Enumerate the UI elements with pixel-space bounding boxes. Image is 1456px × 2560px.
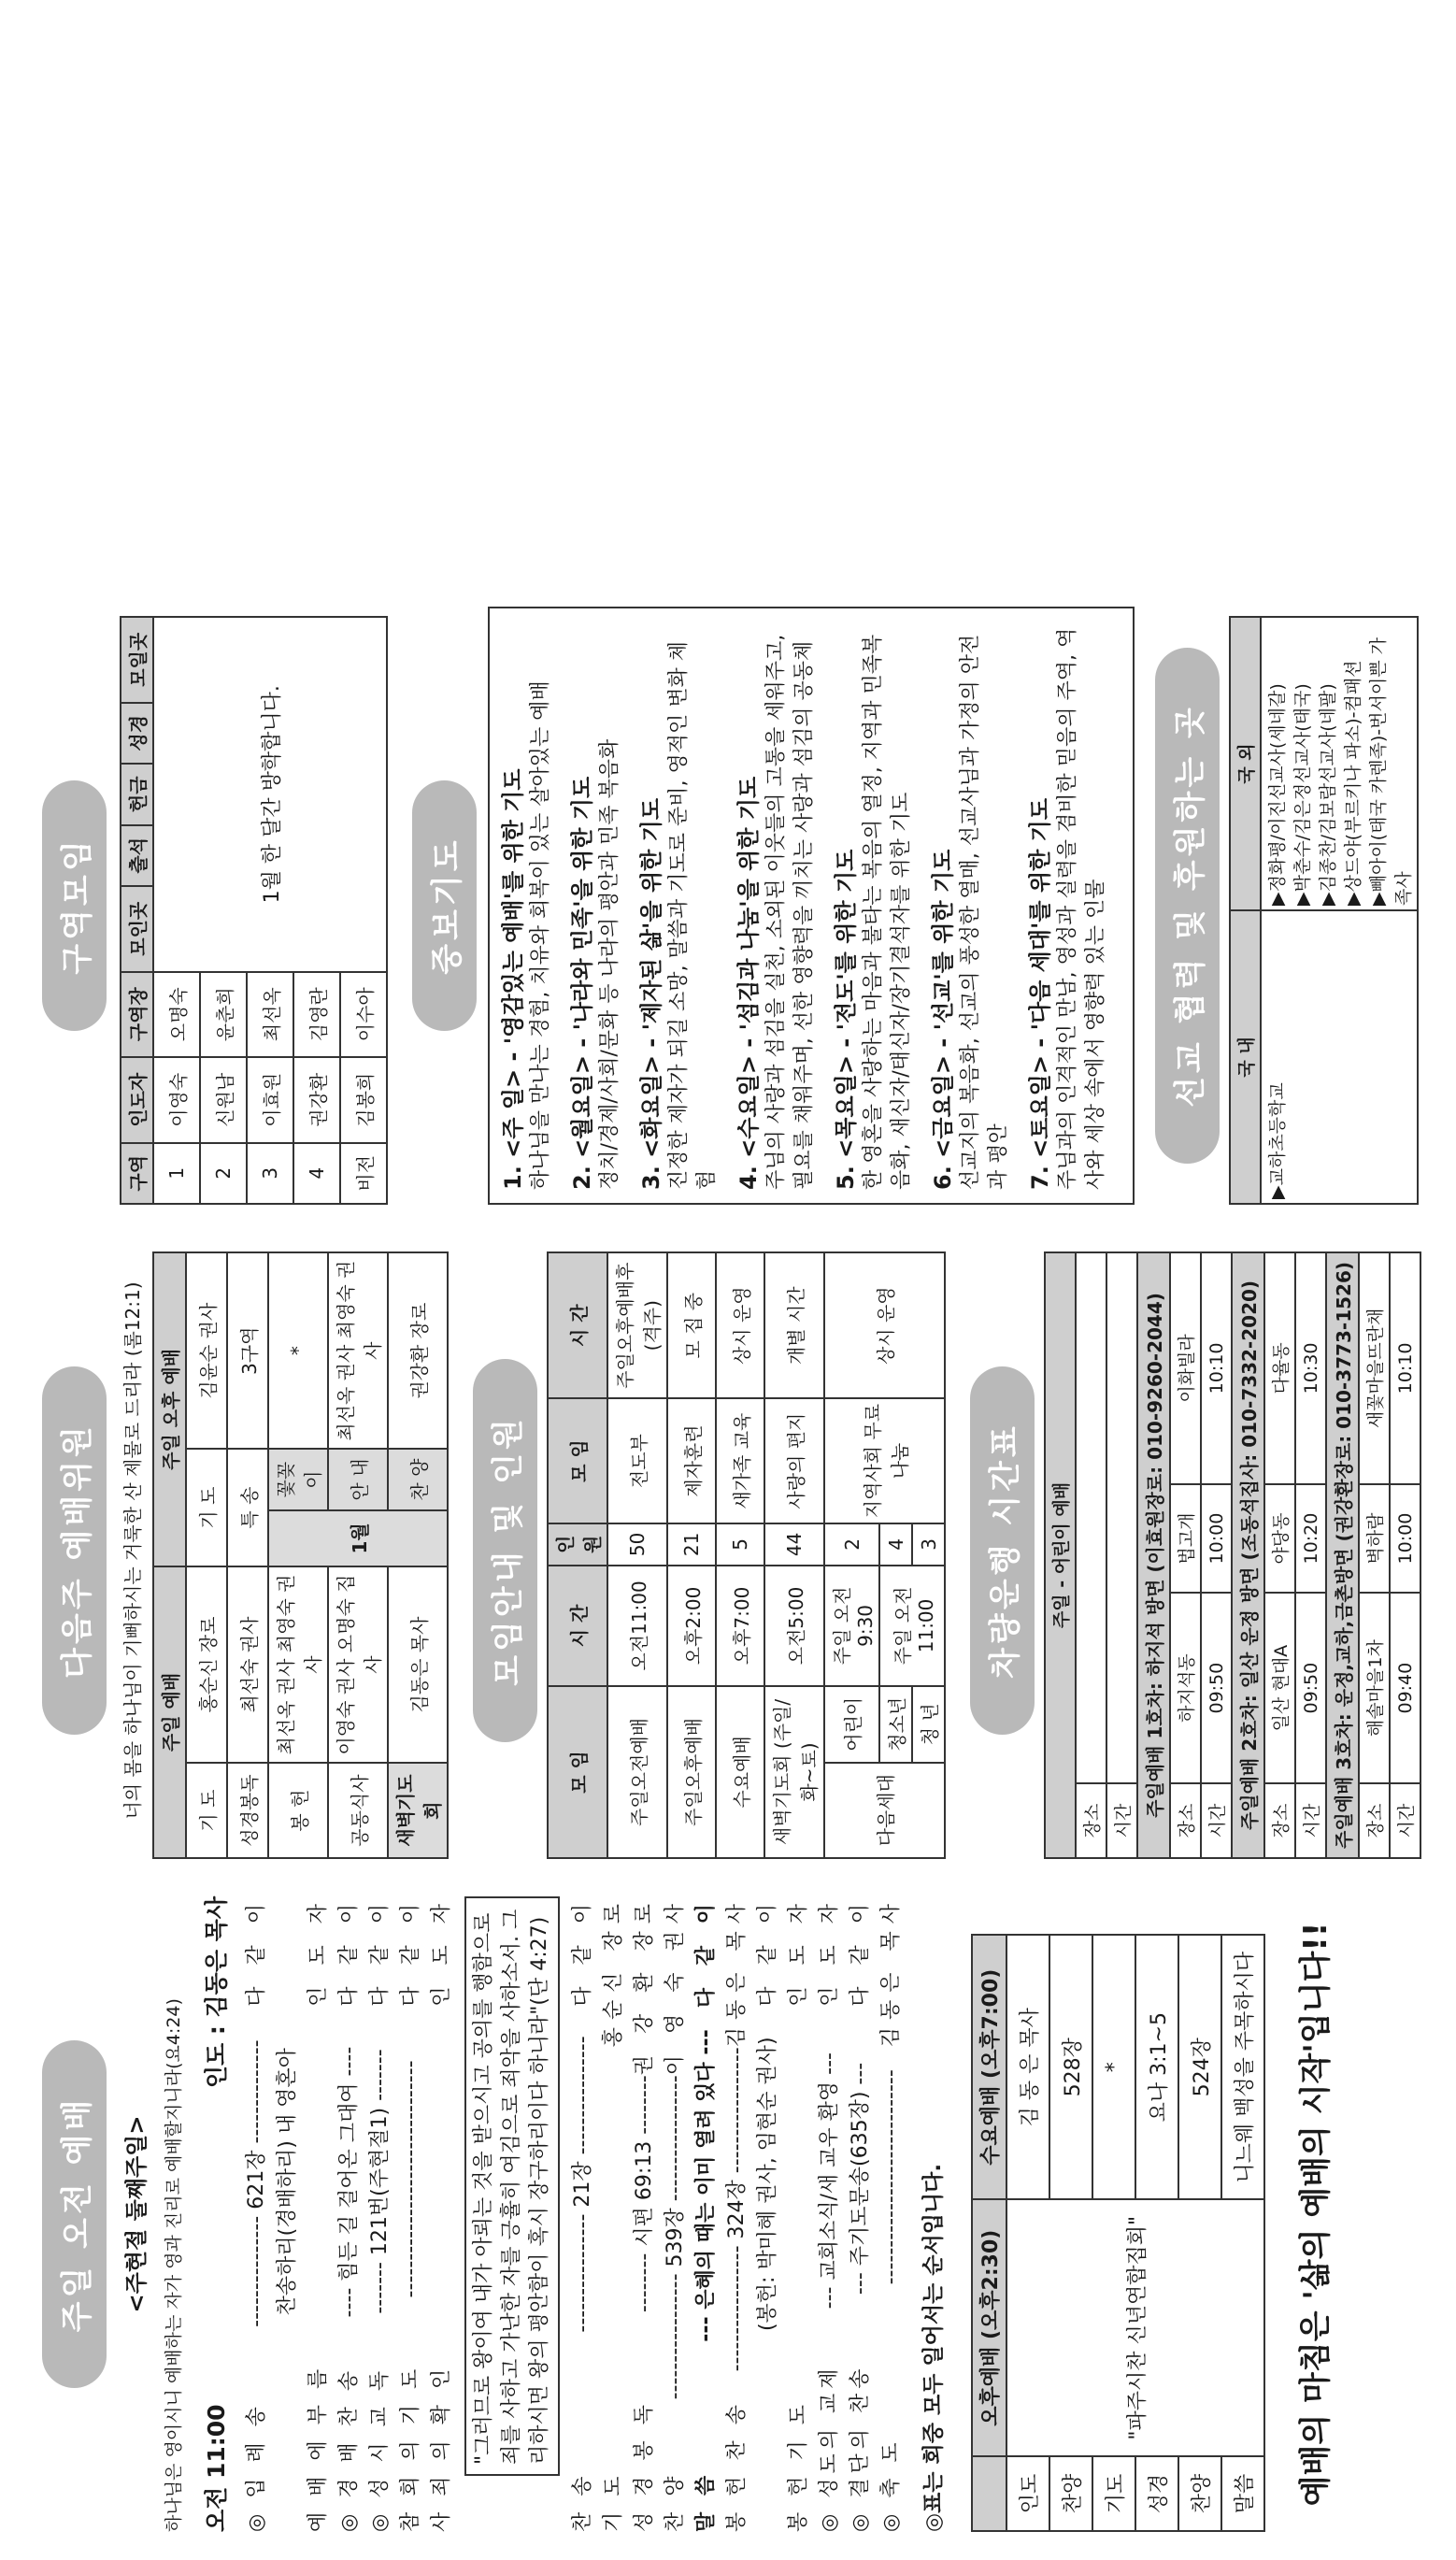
wednesday-time: (오후7:00) [979,1968,1003,2080]
order-content: ------- 121번(주현절1) ------- [368,2049,392,2314]
meeting-cell: 상시 운영 [716,1252,764,1398]
meeting-cell: 사랑의 편지 [764,1398,824,1523]
bus-place: 이화빌라 [1170,1252,1201,1484]
afternoon-key: 찬양 [1049,2456,1092,2531]
mission-table [1229,616,1419,1205]
am-val: 최선숙 권사 [227,1566,268,1763]
order-content: 찬송하리(경배하리) 내 영혼아 [276,2048,299,2316]
meeting-header: 시 간 [548,1252,607,1398]
foreign-item: ▶김종찬/김보람선교사(네팔) [1318,683,1338,906]
wednesday-label: 수요예배 [979,2085,1003,2166]
order-item [395,1896,426,2532]
prayer-list [488,607,1135,1205]
afternoon-key: 성경 [1135,2456,1178,2531]
bus-place: 다율동 [1264,1252,1295,1484]
district-cell: 비전 [340,1143,387,1204]
order-label: 봉 헌 기 도 [787,2400,810,2532]
afternoon-row [1006,1935,1049,2531]
order-label: ◎ 입 례 송 [245,2402,268,2532]
bus-places [1359,1252,1390,1858]
prayer-heading: 7. <토요일> - '다음 세대'를 위한 기도 [1027,797,1053,1190]
district-cell: 신원남 [200,1057,247,1143]
pm-val: 3구역 [227,1252,268,1449]
pm-key: 기 도 [186,1449,227,1566]
place-label: 장소 [1359,1783,1390,1858]
order-list-2 [567,1896,906,2532]
bus-place: 야당동 [1264,1484,1295,1593]
order-item [241,1896,272,2532]
order-person: 다 같 이 [694,1896,718,2009]
domestic-list [1261,910,1418,1204]
order-item [783,1896,814,2532]
order-person: 권 강 환 장로 [633,1896,656,2076]
prayer-item [568,622,624,1190]
next-gen: 다음세대 [824,1763,945,1858]
meeting-cell: 모 집 중 [667,1252,716,1398]
order-label: 사 죄 의 확 인 [430,2364,453,2532]
order-content [598,2093,629,2252]
meeting-cell: 주일오전예배 [607,1686,667,1858]
order-item [660,1896,691,2532]
order-label: 봉 헌 찬 송 [725,2400,749,2532]
wednesday-value: 요나 3:1~5 [1135,1935,1178,2199]
order-item [364,1896,395,2532]
district-header: 구역장 [121,972,153,1058]
order-content: (봉헌: 박미혜 권사, 임현순 권사) [756,2037,779,2332]
order-person: 다 같 이 [756,1896,779,2007]
afternoon-time: (오후2:30) [979,2229,1003,2340]
bus-place: 하지석동 [1170,1593,1201,1783]
afternoon-table [971,1934,1265,2532]
corner-cell [972,2456,1006,2531]
order-item [567,1896,598,2532]
order-content: --------------- 621장 -------------- [245,2039,268,2327]
am-key: 기 도 [186,1763,227,1858]
info-column [0,1242,1456,1859]
servants-verse: 너의 몸을 하나님이 기뻐하시는 거룩한 산 제물로 드리라 (롬12:1) [121,1281,144,1820]
extra-time: 상시 운영 [824,1252,945,1398]
prayer-item [637,622,721,1190]
praise-key: 찬 양 [388,1449,448,1510]
bus-place: 일산 현대A [1264,1593,1295,1783]
am-header: 주일 예배 [153,1566,186,1858]
district-cell: 최선옥 [247,972,293,1058]
time-label: 시간 [1106,1783,1137,1858]
place-cell [1076,1252,1106,1783]
order-content: -------- 시편 69:13 -------- [633,2075,656,2313]
order-person: 다 같 이 [337,1896,361,2007]
worship-column [0,1896,1456,2532]
order-label: ◎ 경 배 찬 송 [337,2366,361,2532]
wednesday-value: 528장 [1049,1935,1092,2199]
month-cell: 1월 [268,1510,448,1566]
am-val: 홍순신 장로 [186,1566,227,1763]
meeting-cell: 수요예배 [716,1686,764,1858]
meeting-cell: 개별 시간 [764,1252,824,1398]
youth2-count: 4 [879,1523,912,1566]
wednesday-value: 니느웨 백성을 주목하시다 [1221,1935,1264,2199]
order-label: ◎ 축 도 [879,2438,903,2532]
foreign-item: ▶상드야(부르키나 파소)-컴패션 [1343,660,1363,906]
bus-place: 해솔마을1차 [1359,1593,1390,1783]
bus-table [1044,1251,1421,1859]
meeting-row [716,1252,764,1858]
order-content: -------------------------------- [399,2060,422,2298]
order-item [629,1896,660,2532]
district-cell: 오명숙 [153,972,200,1058]
flower-val: * [268,1252,328,1449]
worship-time: 오전 11:00 [203,2404,230,2532]
afternoon-key: 기도 [1092,2456,1135,2531]
afternoon-key: 인도 [1006,2456,1049,2531]
order-person: 다 같 이 [368,1896,392,2007]
time-cell [1106,1252,1137,1783]
order-label: ◎ 성도의 교제 [818,2364,841,2532]
bus-times [1390,1252,1420,1858]
meeting-cell: 5 [716,1523,764,1566]
meeting-cell: 오후2:00 [667,1566,716,1686]
bus-times [1295,1252,1326,1858]
meeting-header: 모 임 [548,1686,607,1858]
order-label: 찬 양 [664,2471,687,2532]
pm-header: 주일 오후 예배 [153,1252,186,1566]
prayer-detail: 주님과의 인격적인 만남, 영성과 실력을 겸비한 믿음의 주역, 역사와 세상 속에서 영향력 있는 인물 [1056,627,1107,1190]
order-item [426,1896,457,2532]
bus-route-name: 주일예배 1호차: 하지석 방면 (이효원장로: 010-9260-2044) [1137,1252,1170,1858]
afternoon-key: 찬양 [1178,2456,1221,2531]
bus-route-name: 주일예배 3호차: 운정,교하,금촌방면 (권강환장로: 010-3773-1526) [1326,1252,1359,1858]
order-content: ---- 힘든 길 걸어온 그대여 ---- [337,2046,361,2318]
order-content [783,2093,814,2252]
bus-time: 09:40 [1390,1593,1420,1783]
prayer-item [832,622,916,1190]
meeting-cell: 주일오후예배후(격주) [607,1252,667,1398]
worship-intro: 하나님은 영이시니 예배하는 자가 영과 진리로 예배할지니라(요4:24) [164,1998,184,2532]
order-person: 김동은 목사 [725,1896,749,2048]
order-label [272,2315,303,2532]
am-key: 봉 헌 [268,1763,328,1858]
youth2-time: 주일 오전11:00 [879,1566,945,1686]
standing-note: ◎표는 회중 모두 일어서는 순서입니다. [921,2163,946,2532]
district-cell: 1 [153,1143,200,1204]
prayer-heading: 6. <금요일> - '선교'를 위한 기도 [930,849,956,1190]
place-label: 장소 [1076,1783,1106,1858]
order-label: ◎ 결단의 찬송 [849,2364,872,2532]
foreign-list [1261,617,1418,910]
prayer-item [735,622,819,1190]
meeting-row [607,1252,667,1858]
youth2: 청소년 [879,1686,912,1763]
bus-time: 10:30 [1295,1252,1326,1484]
am-key: 성경봉독 [227,1763,268,1858]
meeting-header: 인원 [548,1523,607,1566]
bus-time: 10:00 [1201,1484,1232,1593]
order-item [845,1896,876,2532]
meeting-cell: 50 [607,1523,667,1566]
order-person: 인 도 자 [787,1896,810,2007]
afternoon-content: "파주시찬 신년연합집회" [1006,2199,1264,2456]
order-person: 다 같 이 [571,1896,594,2007]
bus-header: 주일 - 어린이 예배 [1045,1252,1076,1858]
wednesday-header [972,1935,1006,2199]
wednesday-value: 524장 [1178,1935,1221,2199]
bus-route [1232,1252,1264,1858]
guide-key: 안 내 [328,1449,388,1510]
youth1-time: 주일 오전9:30 [824,1566,879,1686]
district-cell: 2 [200,1143,247,1204]
order-person: 인 도 자 [818,1896,841,2007]
bus-time: 10:00 [1390,1484,1420,1593]
meetings-title: 모임안내 및 인원 [473,1359,537,1742]
servants-title: 다음주 예배위원 [42,1366,107,1735]
district-header: 구역 [121,1143,153,1204]
prayer-detail: 한 영혼을 사랑하는 마음과 불타는 복음의 열정, 지역과 민족복음화, 새신자/태신자/장기결석자를 위한 기도 [862,634,913,1190]
district-cell: 이효원 [247,1057,293,1143]
order-content [303,2093,334,2252]
order-person: 다 같 이 [245,1896,268,2007]
meeting-cell: 21 [667,1523,716,1566]
meeting-row [667,1252,716,1858]
order-content: --- 은혜의 때는 이미 열려 있다 --- [694,2029,718,2342]
order-item [272,1896,303,2532]
worship-leader: 인도 : 김동은 목사 [203,1896,230,2089]
am-val: 이영숙 권사 오명숙 집사 [328,1566,388,1763]
bus-route-name: 주일예배 2호차: 일산 운정 방면 (조동석집사: 010-7332-2020) [1232,1252,1264,1858]
bus-time: 09:50 [1295,1593,1326,1783]
order-content: --- 주기도문송(635장) --- [849,2062,872,2295]
prayer-detail: 선교지의 복음화, 선교의 풍성한 열매, 선교사님과 가정의 안전과 평안 [959,634,1010,1190]
wednesday-value: * [1092,1935,1135,2199]
meeting-cell: 새벽기도회 (주일/화~토) [764,1686,824,1858]
district-cell: 김영란 [293,972,340,1058]
pm-key: 특 송 [227,1449,268,1566]
extra-meeting: 지역사회 무료나눔 [824,1398,945,1523]
district-cell: 4 [293,1143,340,1204]
prayer-item [929,622,1013,1190]
servants-table [152,1251,449,1859]
district-cell: 김봉희 [340,1057,387,1143]
mission-title: 선교 협력 및 후원하는 곳 [1155,648,1220,1164]
praise-val: 권강환 장로 [388,1252,448,1449]
bus-route [1326,1252,1359,1858]
worship-title: 주일 오전 예배 [42,2040,107,2389]
am-val: 김동은 목사 [388,1566,448,1763]
meeting-header: 시 간 [548,1566,607,1686]
prayer-item [1026,622,1110,1190]
order-person: 다 같 이 [849,1896,872,2007]
bus-place: 법고개 [1170,1484,1201,1593]
order-label: ◎ 성 시 교 독 [368,2366,392,2532]
district-header: 인도자 [121,1057,153,1143]
district-note: 1월 한 달간 방학합니다. [153,617,387,972]
order-label [752,2331,783,2532]
prayer-heading: 2. <월요일> - '나라와 민족'을 위한 기도 [569,776,595,1190]
order-label: 참 회 의 기 도 [399,2364,422,2532]
slogan: 예배의 마침은 '삶의 예배의 시작'입니다!! [1297,1922,1335,2507]
order-item [303,1896,334,2532]
order-content [426,2093,457,2252]
order-label: 예 배 에 부 름 [307,2364,330,2532]
bus-route [1137,1252,1170,1858]
meeting-header: 모 임 [548,1398,607,1523]
time-label: 시간 [1201,1783,1232,1858]
meeting-cell: 오전11:00 [607,1566,667,1686]
order-content: ----------------- 539장 ----------------- [664,2075,687,2400]
foreign-item: ▶정화평/이진선교사(세네갈) [1267,683,1288,906]
district-header: 성경 [121,703,153,764]
order-person [272,1896,303,2048]
district-header: 출석 [121,825,153,886]
foreign-item: ▶박춘수/김은정선교사(태국) [1292,683,1313,906]
pm-val: 김윤순 권사 [186,1252,227,1449]
guide-val: 최선옥 권사 최영숙 권사 [328,1252,388,1449]
order-item [721,1896,752,2532]
order-item [598,1896,629,2532]
order-person: 다 같 이 [399,1896,422,2007]
order-content: ----------------- 324장 ----------------- [725,2047,749,2372]
foreign-header: 국 외 [1230,617,1261,910]
youth3: 청 년 [912,1686,945,1763]
prayer-heading: 5. <목요일> - '전도'를 위한 기도 [833,849,859,1190]
order-label: 찬 송 [571,2471,594,2532]
prayer-heading: 4. <수요일> - '섬김과 나눔'을 위한 기도 [735,776,762,1190]
meeting-cell: 44 [764,1523,824,1566]
wednesday-value: 김 동 은 목사 [1006,1935,1049,2199]
district-table [120,616,388,1205]
order-person: 인 도 자 [430,1896,453,2007]
order-list [241,1896,457,2532]
order-item [814,1896,845,2532]
bus-place: 새꽃마을뜨란채 [1359,1252,1390,1484]
district-title: 구역모임 [42,780,107,1030]
prayer-heading: 3. <화요일> - '제자된 삶'을 위한 기도 [638,797,664,1190]
bus-times [1201,1252,1232,1858]
sunday-name: <주현절 둘째주일> [123,2115,150,2313]
am-key: 새벽기도회 [388,1763,448,1858]
am-key: 공동식사 [328,1763,388,1858]
meeting-cell: 오후7:00 [716,1566,764,1686]
meeting-cell: 오전5:00 [764,1566,824,1686]
meeting-row [764,1252,824,1858]
meetings-table [547,1251,946,1859]
district-cell: 권강환 [293,1057,340,1143]
order-item [691,1896,721,2532]
order-content: ---------------- 21장 ---------------- [571,2036,594,2333]
prayer-heading: 1. <주 일> - '영감있는 예배'를 위한 기도 [500,768,526,1190]
prayer-detail: 하나님을 만나는 경험, 치유와 회복이 있는 살아있는 예배 [529,680,552,1190]
order-label: 기 도 [602,2471,625,2532]
order-label: 성 경 봉 독 [633,2400,656,2532]
afternoon-label: 오후예배 [979,2346,1003,2426]
bus-place: 벽하람 [1359,1484,1390,1593]
youth1-count: 2 [824,1523,879,1566]
assurance-verse: "그러므로 왕이여 내가 아뢰는 것을 받으시고 공의를 행함으로 죄를 사하고 가난한 자를 긍휼히 여김으로 죄악을 사하소서. 그리하시면 왕의 평안함이 혹시 장구하리이다 하니라"(단 4:27) [464,1896,560,2476]
meeting-cell: 전도부 [607,1398,667,1523]
district-row [153,617,200,1204]
order-label: 말 씀 [694,2470,718,2532]
order-content: --- 교회소식/새 교우 환영 --- [818,2052,841,2310]
bus-time: 10:10 [1201,1252,1232,1484]
order-person: 홍순신 장로 [602,1896,625,2048]
bus-time: 10:20 [1295,1484,1326,1593]
bus-time: 10:10 [1390,1252,1420,1484]
bus-title: 차량운행 시간표 [970,1366,1035,1735]
youth1: 어린이 [824,1686,879,1763]
district-header: 헌금 [121,764,153,824]
bus-places [1264,1252,1295,1858]
flower-key: 꽃꽂이 [268,1449,328,1510]
order-item [876,1896,906,2532]
foreign-item: ▶빼아이(태국 카렌족)-번서이쁜 가족사 [1368,637,1414,906]
order-item [752,1896,783,2532]
place-label: 장소 [1264,1783,1295,1858]
order-person: 김동은 목사 [879,1896,903,2048]
right-column [0,607,1456,1205]
afternoon-header [972,2199,1006,2456]
prayer-title: 중보기도 [412,780,477,1030]
bus-time: 09:50 [1201,1593,1232,1783]
domestic-header: 국 내 [1230,910,1261,1204]
order-person: 이 영 숙 권사 [664,1896,687,2076]
order-item [334,1896,364,2532]
prayer-item [499,622,555,1190]
district-cell: 이영숙 [153,1057,200,1143]
district-cell: 윤춘희 [200,972,247,1058]
afternoon-key: 말씀 [1221,2456,1264,2531]
meeting-cell: 새가족 교육 [716,1398,764,1523]
domestic-item: ▶교하초등학교 [1267,1082,1288,1199]
bus-places [1170,1252,1201,1858]
district-header: 모일곳 [121,617,153,703]
youth3-count: 3 [912,1523,945,1566]
meeting-cell: 주일오후예배 [667,1686,716,1858]
am-val: 최선옥 권사 최영숙 권사 [268,1566,328,1763]
district-cell: 이수아 [340,972,387,1058]
prayer-detail: 정치/경제/사회/문화 등 나라의 평안과 민족 복음화 [598,738,621,1190]
district-header: 모인곳 [121,886,153,972]
district-cell: 3 [247,1143,293,1204]
time-label: 시간 [1390,1783,1420,1858]
prayer-detail: 진정한 제자가 되길 소망, 말씀과 기도로 준비, 영적인 변화 체험 [667,641,719,1190]
meeting-cell: 제자훈련 [667,1398,716,1523]
order-person: 인 도 자 [307,1896,330,2007]
place-label: 장소 [1170,1783,1201,1858]
order-content: ----------------------------- [879,2069,903,2285]
time-label: 시간 [1295,1783,1326,1858]
prayer-detail: 주님의 사랑과 섬김을 실천, 소외된 이웃들의 고통을 세워주고, 필요를 채워주며, 선한 영향력을 끼치는 사랑과 섬김의 공동체 [764,634,816,1190]
